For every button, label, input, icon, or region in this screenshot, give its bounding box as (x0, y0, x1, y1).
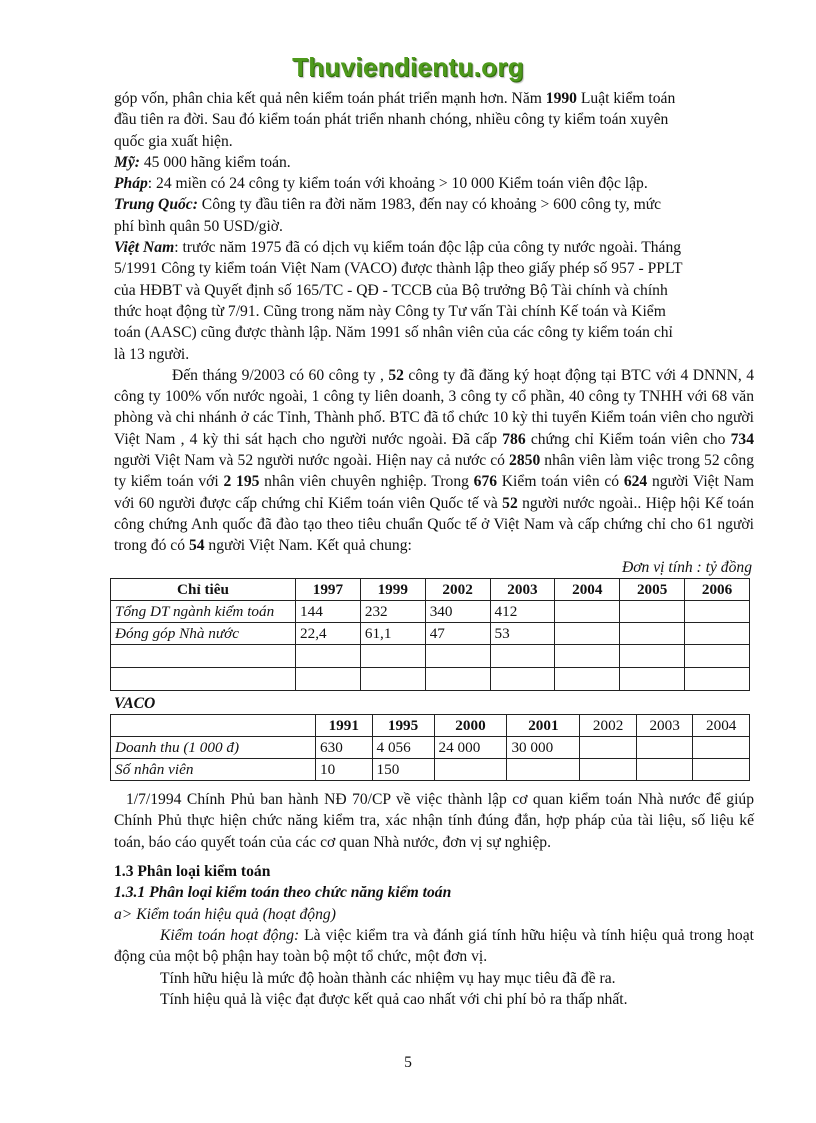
table-header-cell: 1999 (360, 578, 425, 600)
table-cell: 47 (425, 622, 490, 644)
vaco-table (110, 714, 750, 781)
table-cell: 53 (490, 622, 555, 644)
table-cell: 30 000 (507, 737, 580, 759)
table-cell (555, 622, 620, 644)
table-cell: Đóng góp Nhà nước (111, 622, 296, 644)
statistics-paragraph: Đến tháng 9/2003 có 60 công ty , 52 công ty đã đăng ký hoạt động tại BTC với 4 DNNN, 4 công ty 100% vốn nước ngoài, 1 công ty liên doanh, 3 công ty cổ phần, 40 công ty TNHH với 68 văn phòng và chi nhánh ở các Tỉnh, Thành phố. BTC đã tổ chức 10 kỳ thi tuyển Kiểm toán viên cho người Việt Nam , 4 kỳ thi sát hạch cho người nước ngoài. Đã cấp 786 chứng chỉ Kiểm toán viên cho 734 người Việt Nam và 52 người nước ngoài. Hiện nay cả nước có 2850 nhân viên làm việc trong 52 công ty kiểm toán với 2 195 nhân viên chuyên nghiệp. Trong 676 Kiểm toán viên có 624 người Việt Nam với 60 người được cấp chứng chỉ Kiểm toán viên Quốc tế và 52 người nước ngoài.. Hiệp hội Kế toán công chứng Anh quốc đã đào tạo theo tiêu chuẩn Quốc tế ở Việt Nam và cấp chứng chỉ cho 61 người trong đó có 54 người Việt Nam. Kết quả chung: (114, 366, 754, 555)
table-cell (636, 737, 693, 759)
table-row-empty (111, 644, 750, 667)
table-row-empty (111, 667, 750, 690)
table-cell (685, 600, 750, 622)
table-row (111, 600, 750, 622)
page-content (114, 88, 754, 1010)
table-header-cell: 2002 (580, 715, 637, 737)
table-header-cell (111, 715, 316, 737)
table-cell: 61,1 (360, 622, 425, 644)
table-cell: Tổng DT ngành kiểm toán (111, 600, 296, 622)
table-cell (434, 759, 507, 781)
table-row (111, 737, 750, 759)
table-cell: Số nhân viên (111, 759, 316, 781)
vietnam-line-6: là 13 người. (114, 345, 190, 363)
table-header-cell: 2002 (425, 578, 490, 600)
table-header-cell: 1991 (316, 715, 373, 737)
table-cell: Doanh thu (1 000 đ) (111, 737, 316, 759)
table-header-cell: 1995 (372, 715, 434, 737)
definition-paragraph: Kiểm toán hoạt động: Là việc kiểm tra và đánh giá tính hữu hiệu và tính hiệu quả trong hoạt động của một bộ phận hay toàn bộ một tổ chức, một đơn vị. (114, 926, 754, 966)
table-header-cell: 2004 (555, 578, 620, 600)
table-cell: 4 056 (372, 737, 434, 759)
table-row (111, 622, 750, 644)
intro-line-2: đầu tiên ra đời. Sau đó kiểm toán phát triển nhanh chóng, nhiều công ty kiểm toán xuyên (114, 111, 669, 129)
vietnam-line-4: thức hoạt động từ 7/91. Cũng trong năm này Công ty Tư vấn Tài chính Kế toán và Kiểm (114, 302, 666, 320)
efficiency-paragraph: Tính hiệu quả là việc đạt được kết quả cao nhất với chi phí bỏ ra thấp nhất. (160, 990, 628, 1008)
table-cell (693, 759, 750, 781)
table-cell: 150 (372, 759, 434, 781)
table-header-cell: 1997 (296, 578, 361, 600)
table-header-cell: 2006 (685, 578, 750, 600)
table-cell (636, 759, 693, 781)
table-header-cell: 2001 (507, 715, 580, 737)
usa-line: Mỹ: 45 000 hãng kiểm toán. (114, 153, 291, 171)
table-cell: 340 (425, 600, 490, 622)
table-cell: 10 (316, 759, 373, 781)
table-cell: 232 (360, 600, 425, 622)
china-line: Trung Quốc: Công ty đầu tiên ra đời năm 1983, đến nay có khoảng > 600 công ty, mức (114, 196, 662, 214)
unit-note: Đơn vị tính : tỷ đồng (621, 558, 752, 576)
vietnam-line-5: toán (AASC) cũng được thành lập. Năm 1991 số nhân viên của các công ty kiểm toán chỉ (114, 324, 673, 342)
intro-line-3: quốc gia xuất hiện. (114, 132, 233, 150)
item-heading: a> Kiểm toán hiệu quả (hoạt động) (114, 905, 336, 923)
table-header-row (111, 715, 750, 737)
table-cell: 22,4 (296, 622, 361, 644)
table-cell (555, 600, 620, 622)
table-header-cell: 2003 (636, 715, 693, 737)
intro-line-1: góp vốn, phân chia kết quả nên kiểm toán phát triển mạnh hơn. Năm 1990 Luật kiểm toán (114, 90, 676, 107)
table-cell: 412 (490, 600, 555, 622)
vietnam-line-2: 5/1991 Công ty kiểm toán Việt Nam (VACO) được thành lập theo giấy phép số 957 - PPLT (114, 260, 683, 278)
page-number: 5 (404, 1054, 412, 1071)
vaco-label: VACO (114, 694, 156, 712)
vietnam-line: Việt Nam: trước năm 1975 đã có dịch vụ kiểm toán độc lập của công ty nước ngoài. Tháng (114, 239, 682, 257)
table-header-cell: 2004 (693, 715, 750, 737)
table-cell (580, 759, 637, 781)
china-line-2: phí bình quân 50 USD/giờ. (114, 217, 283, 235)
table-cell (693, 737, 750, 759)
industry-table (110, 578, 750, 691)
table-cell (580, 737, 637, 759)
state-audit-paragraph: 1/7/1994 Chính Phủ ban hành NĐ 70/CP về việc thành lập cơ quan kiểm toán Nhà nước để giúp Chính Phủ thực hiện chức năng kiểm tra, xác nhận tính đúng đắn, hợp pháp của tài liệu, số liệu kế toán, báo cáo quyết toán của các cơ quan Nhà nước, đơn vị sự nghiệp. (114, 791, 754, 851)
table-cell: 144 (296, 600, 361, 622)
table-cell (685, 622, 750, 644)
table-cell (620, 600, 685, 622)
table-row (111, 759, 750, 781)
table-header-cell: 2000 (434, 715, 507, 737)
section-heading: 1.3 Phân loại kiểm toán (114, 863, 271, 881)
table-cell (507, 759, 580, 781)
table-header-row (111, 578, 750, 600)
effectiveness-paragraph: Tính hữu hiệu là mức độ hoàn thành các nhiệm vụ hay mục tiêu đã đề ra. (160, 969, 616, 987)
table-header-cell: 2003 (490, 578, 555, 600)
table-cell: 630 (316, 737, 373, 759)
table-header-cell: 2005 (620, 578, 685, 600)
subsection-heading: 1.3.1 Phân loại kiểm toán theo chức năng kiểm toán (114, 884, 452, 902)
table-header-cell: Chỉ tiêu (111, 578, 296, 600)
france-line: Pháp: 24 miền có 24 công ty kiểm toán với khoảng > 10 000 Kiểm toán viên độc lập. (114, 175, 648, 193)
table-cell: 24 000 (434, 737, 507, 759)
vietnam-line-3: của HĐBT và Quyết định số 165/TC - QĐ - TCCB của Bộ trưởng Bộ Tài chính và chính (114, 281, 668, 299)
table-cell (620, 622, 685, 644)
site-logo: Thuviendientu.org (292, 52, 524, 82)
